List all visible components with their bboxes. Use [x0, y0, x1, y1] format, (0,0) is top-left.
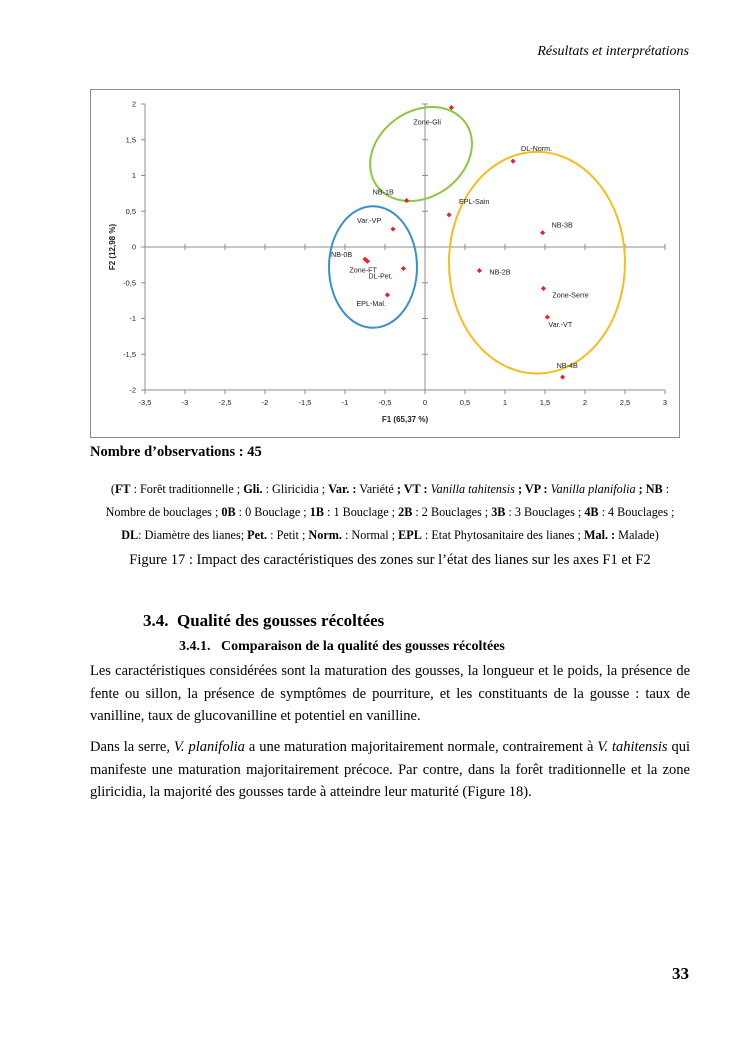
text-run: Pet.	[247, 528, 268, 542]
text-run: : 0 Bouclage ;	[235, 505, 310, 519]
x-tick-label: -2,5	[218, 398, 232, 407]
text-run: ; NB	[635, 482, 663, 496]
text-run: : 4 Bouclages ;	[598, 505, 675, 519]
x-tick-label: 0	[422, 398, 428, 407]
legend-line	[90, 501, 690, 524]
text-run: ; VP :	[514, 482, 548, 496]
text-run: qui manifeste une maturation majoritairement précoce. Par contre, dans la forêt traditionnelle et la zone gliricidia, la majorité des gousses tarde à atteindre leur maturité (Figure 18).	[90, 739, 691, 800]
text-run: : Etat Phytosanitaire des lianes ;	[421, 528, 584, 542]
data-point-label: NB-1B	[372, 187, 394, 197]
paragraph-2	[90, 736, 690, 804]
group-ellipse	[449, 152, 625, 374]
page-number: 33	[672, 964, 689, 983]
data-point-label: NB-4B	[556, 361, 578, 371]
text-run: V. planifolia	[173, 739, 245, 755]
data-point-label: NB-3B	[551, 220, 573, 230]
figure-legend	[90, 478, 690, 547]
text-run: Vanilla planifolia	[550, 482, 636, 496]
y-tick-label: 1	[131, 171, 136, 180]
text-run: 0B	[221, 505, 236, 519]
y-tick-label: 0,5	[125, 206, 136, 216]
chart-frame	[90, 89, 680, 438]
data-point-label: EPL-Sain	[459, 196, 490, 206]
data-point	[390, 227, 395, 232]
y-tick-label: 1,5	[125, 135, 136, 145]
data-point-label: DL-Norm.	[521, 144, 553, 154]
figure-caption: Figure 17 : Impact des caractéristiques des zones sur l’état des lianes sur les axes F1 et F2	[129, 552, 651, 568]
x-tick-label: 2	[582, 398, 588, 407]
text-run: EPL	[398, 528, 422, 542]
x-tick-label: 0,5	[459, 398, 471, 407]
paragraph-1: Les caractéristiques considérées sont la maturation des gousses, la longueur et le poids, la présence de fente ou sillon, la présence de symptômes de pourriture, et les constituants de la gousse : taux de vanilline, taux de glucovanilline et potentiel en vanilline.	[90, 663, 690, 724]
legend-line	[90, 524, 690, 547]
x-tick-label: -3,5	[138, 398, 152, 407]
text-run: Nombre de bouclages ;	[105, 505, 222, 519]
y-tick-label: -1	[129, 314, 136, 323]
y-tick-label: -1,5	[123, 349, 136, 359]
data-point	[446, 212, 451, 217]
data-point	[401, 266, 406, 271]
text-run: Malade)	[615, 528, 659, 542]
text-run: : 3 Bouclages ;	[505, 505, 585, 519]
text-run: Mal. :	[583, 528, 616, 542]
data-point	[404, 198, 409, 203]
data-point	[385, 292, 390, 297]
text-run: : 1 Bouclage ;	[323, 505, 399, 519]
section-heading: 3.4. Qualité des gousses récoltées	[143, 611, 385, 630]
data-point-label: Zone-Serre	[552, 290, 589, 300]
text-run: V. tahitensis	[597, 739, 668, 755]
subsection-heading: 3.4.1. Comparaison de la qualité des gousses récoltées	[179, 639, 505, 654]
text-run: Vanilla tahitensis	[430, 482, 515, 496]
x-axis-label: F1 (65,37 %)	[381, 415, 429, 424]
text-run: 2B	[398, 505, 413, 519]
text-run: : 2 Bouclages ;	[412, 505, 492, 519]
x-tick-label: 3	[662, 398, 668, 407]
text-run: Gli.	[243, 482, 263, 496]
data-point-label: NB-0B	[331, 250, 353, 260]
data-point	[545, 315, 550, 320]
text-run: : Gliricidia ;	[262, 482, 329, 496]
observations-count: Nombre d’observations : 45	[90, 444, 262, 460]
x-tick-label: -1	[341, 398, 349, 407]
data-point	[510, 159, 515, 164]
running-header: Résultats et interprétations	[537, 44, 689, 59]
data-point-label: NB-2B	[489, 267, 511, 277]
text-run: : Normal ;	[341, 528, 399, 542]
data-point	[477, 268, 482, 273]
data-point-label: Var.-VT	[548, 320, 573, 330]
text-run: FT	[114, 482, 131, 496]
text-run: 3B	[491, 505, 506, 519]
y-tick-label: -0,5	[123, 278, 136, 288]
y-axis-label: F2 (12,98 %)	[108, 223, 117, 271]
x-tick-label: 2,5	[619, 398, 631, 407]
data-point-label: EPL-Mal.	[356, 298, 386, 308]
data-point	[560, 375, 565, 380]
x-tick-label: -3	[181, 398, 189, 407]
pca-scatter-chart	[91, 90, 681, 439]
data-point	[541, 286, 546, 291]
text-run: ; VT :	[396, 482, 428, 496]
text-run: a une maturation majoritairement normale, contrairement à	[244, 739, 598, 755]
text-run: 1B	[309, 505, 324, 519]
text-run: :	[662, 482, 670, 496]
text-run: 4B	[584, 505, 599, 519]
y-tick-label: -2	[129, 385, 136, 395]
text-run: : Forêt traditionnelle ;	[130, 482, 244, 496]
text-run: (	[110, 482, 115, 496]
x-tick-label: 1	[502, 398, 508, 407]
text-run: : Diamètre des lianes;	[138, 528, 248, 542]
text-run: Variété	[356, 482, 397, 496]
text-run: Dans la serre,	[90, 739, 174, 755]
data-point	[540, 230, 545, 235]
legend-line	[90, 478, 690, 501]
data-point-label: Zone-Gli	[413, 117, 441, 127]
text-run: : Petit ;	[267, 528, 309, 542]
data-point-label: DL-Pet.	[368, 271, 393, 281]
y-tick-label: 0	[131, 242, 136, 252]
x-tick-label: 1,5	[539, 398, 551, 407]
x-tick-label: -1,5	[298, 398, 312, 407]
data-point-label: Var.-VP	[357, 216, 382, 226]
x-tick-label: -0,5	[378, 398, 392, 407]
y-tick-label: 2	[131, 99, 136, 109]
x-tick-label: -2	[261, 398, 269, 407]
data-point-label: Zone-FT	[349, 265, 377, 275]
text-run: Norm.	[308, 528, 342, 542]
text-run: DL	[121, 528, 139, 542]
text-run: Var. :	[328, 482, 357, 496]
